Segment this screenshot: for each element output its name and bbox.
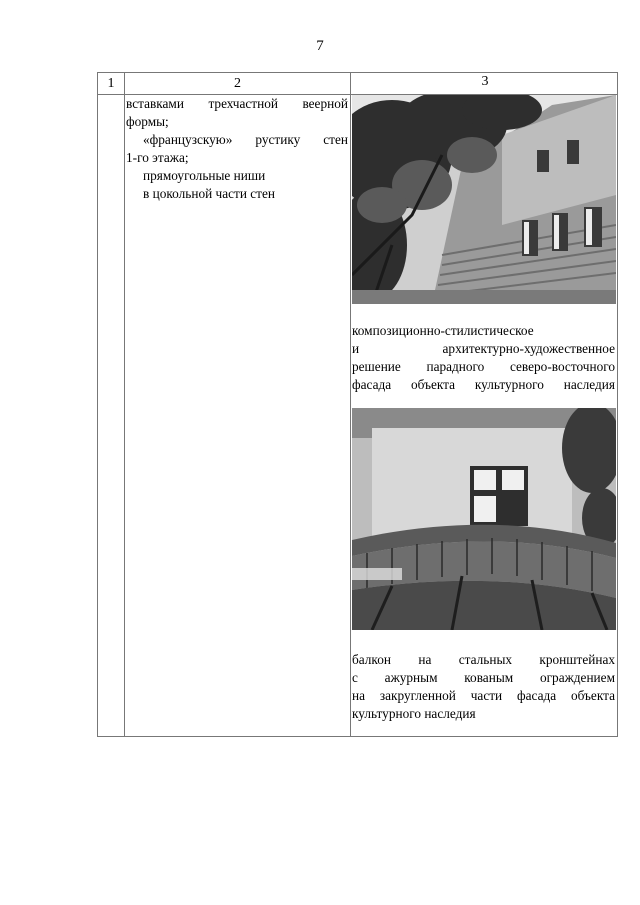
caption-line: композиционно-стилистическое: [352, 323, 534, 338]
column-divider: [350, 73, 351, 736]
header-cell-2: 2: [234, 76, 241, 91]
text-line: 1-го этажа;: [126, 150, 189, 165]
caption-line: решение парадного северо-восточного: [352, 359, 615, 374]
text-line: формы;: [126, 114, 169, 129]
balcony-photo-icon: [352, 408, 616, 630]
caption-line: и архитектурно-художественное: [352, 341, 615, 356]
page-number: 7: [316, 38, 324, 54]
caption-line: с ажурным кованым ограждением: [352, 670, 615, 685]
caption-line: на закругленной части фасада объекта: [352, 688, 615, 703]
column-divider: [124, 73, 125, 736]
caption-line: балкон на стальных кронштейнах: [352, 652, 615, 667]
caption-line: культурного наследия: [352, 706, 476, 721]
header-cell-3: 3: [481, 74, 489, 89]
text-line: «французскую» рустику стен: [143, 132, 348, 147]
text-line: вставками трехчастной веерной: [126, 96, 348, 111]
facade-caption: [352, 322, 615, 394]
balcony-caption: [352, 651, 615, 723]
facade-photo-icon: [352, 95, 616, 304]
column-2-text: [126, 95, 348, 203]
header-cell-1: 1: [107, 76, 115, 91]
text-line: в цокольной части стен: [143, 186, 276, 201]
caption-line: фасада объекта культурного наследия: [352, 377, 615, 392]
text-line: прямоугольные ниши: [143, 168, 266, 183]
